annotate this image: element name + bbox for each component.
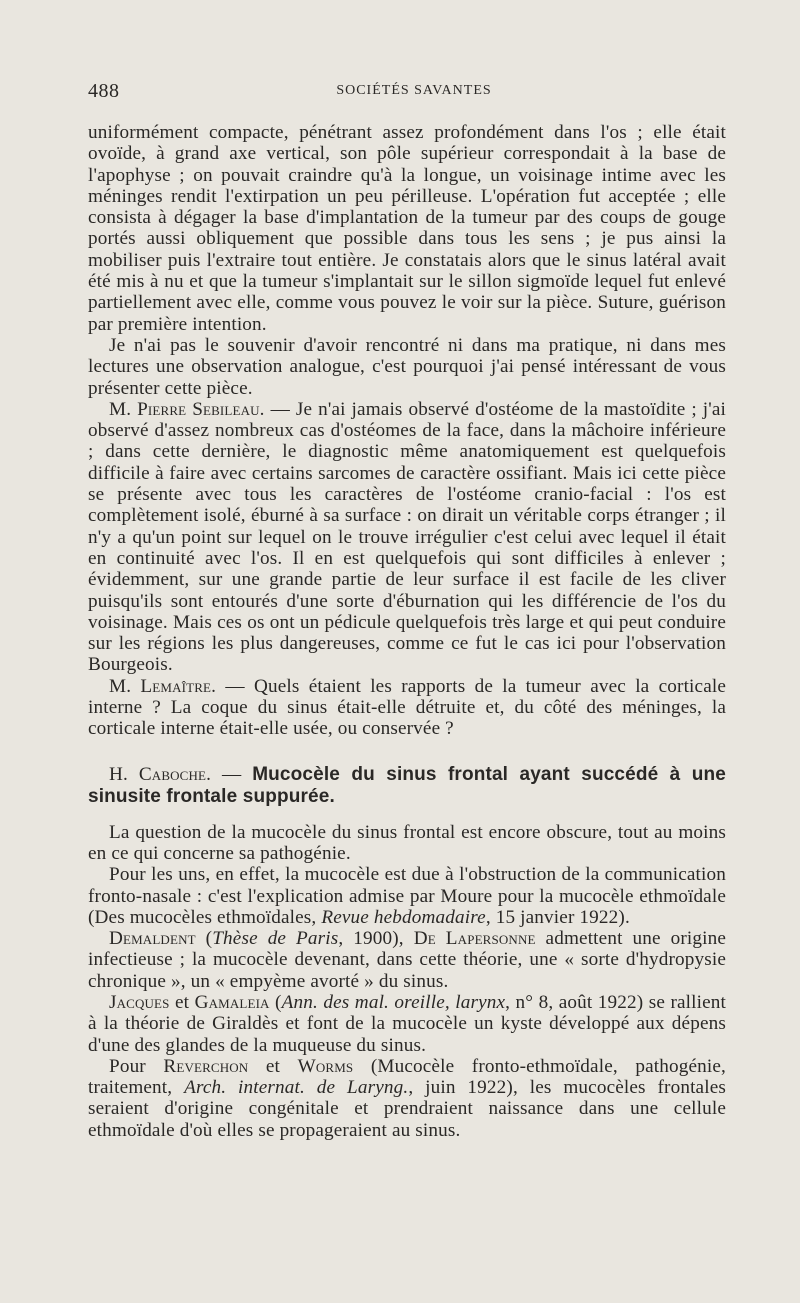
- text-run: , n° 8, août 1922) se rallient à la théorie de Giraldès et font de la mucocèle un kyste développé aux dépens d'une des glandes de la muqueuse du sinus.: [88, 991, 727, 1056]
- paragraph-demaldent: [88, 928, 726, 992]
- text-run: Pour: [109, 1055, 146, 1077]
- text-run: , 15 janvier 1922).: [485, 906, 630, 928]
- journal-title: Revue hebdomadaire: [321, 906, 486, 928]
- paragraph-intro: La question de la mucocèle du sinus frontal est encore obscure, tout au moins en ce qui concerne sa pathogénie.: [88, 821, 726, 864]
- speaker-name: M. Pierre Sebileau.: [109, 398, 265, 420]
- paragraph-moure: [88, 864, 726, 928]
- work-title: Thèse de Paris: [212, 928, 339, 950]
- text-run: Pour les uns, en effet, la mucocèle est due à l'obstruction de la communication fronto-nasale : c'est l'explication admise par Moure pour la mucocèle ethmoïdale (Des mucocèles ethmoïdales,: [88, 864, 726, 928]
- author-name: Gamaleia: [194, 991, 270, 1013]
- article-body: [88, 122, 726, 1141]
- heading-title: Mucocèle du sinus frontal ayant succédé à une sinusite frontale suppurée.: [88, 763, 726, 807]
- paragraph-jacques: [88, 992, 726, 1056]
- author-name: Demaldent: [109, 928, 196, 950]
- text-run: , 1900),: [338, 928, 404, 950]
- text-run: (Mucocèle fronto-ethmoïdale, pathogénie, traitement,: [88, 1055, 726, 1099]
- author-name: Jacques: [109, 991, 170, 1013]
- speaker-text: — Quels étaient les rapports de la tumeur avec la corticale interne ? La coque du sinus était-elle détruite et, du côté des méninges, la corticale interne était-elle usée, ou conservée ?: [88, 675, 727, 740]
- text-run: et: [174, 991, 190, 1013]
- text-run: et: [265, 1055, 281, 1077]
- text-run: admettent une origine infectieuse ; la mucocèle devenant, dans cette théorie, une « sorte d'hydropysie chronique », un « empyème avorté » du sinus.: [88, 928, 727, 992]
- section-heading: [88, 764, 726, 808]
- paragraph-lemaitre: [88, 676, 726, 740]
- author-name: Reverchon: [163, 1055, 249, 1077]
- speaker-name: M. Lemaître.: [109, 675, 217, 697]
- heading-dash: —: [221, 763, 242, 785]
- speaker-text: — Je n'ai jamais observé d'ostéome de la mastoïdite ; j'ai observé d'assez nombreux cas d'ostéomes de la face, dans la mâchoire inférieure ; dans cette dernière, le diagnostic même anatomiquement est quelquefois difficile à faire avec certains sarcomes de caractère ossifiant. Mais ici cette pièce se présente avec tous les caractères de l'ostéome cranio-facial : l'os est complètement isolé, éburné à sa surface : on dirait un véritable corps étranger ; il n'y a qu'un point sur lequel on le trouve irrégulier c'est celui avec lequel il était en continuité avec l'os. Il en est quelquefois qui sont difficiles à enlever ; évidemment, sur une grande partie de leur surface il est facile de les cliver puisqu'ils sont entourés d'une sorte d'éburnation qui les différencie de l'os du voisinage. Mais ces os ont un pédicule quelquefois très large et qui peut conduire sur les régions les plus dangereuses, comme ce fut le cas ici pour l'observation Bourgeois.: [88, 398, 726, 676]
- page-header: [88, 80, 710, 104]
- text-run: , juin 1922), les mucocèles frontales seraient d'origine congénitale et prendraient naissance dans une cellule ethmoïdale d'où elles se propageraient au sinus.: [88, 1077, 726, 1141]
- author-name: De Lapersonne: [413, 928, 536, 950]
- work-title: Ann. des mal. oreille, larynx: [281, 991, 506, 1013]
- paragraph-continuation: uniformément compacte, pénétrant assez profondément dans l'os ; elle était ovoïde, à grand axe vertical, son pôle supérieur correspondait à la base de l'apophyse ; on pouvait craindre qu'à la longue, un voisinage intime avec les méninges rendit l'extirpation un peu périlleuse. L'opération fut acceptée ; elle consista à dégager la base d'implantation de la tumeur par des coups de gouge portés aussi obliquement que possible dans tous les sens ; je pus ainsi la mobiliser puis l'extraire tout entière. Je constatais alors que le sinus latéral avait été mis à nu et que la tumeur s'implantait sur le sillon sigmoïde lequel fut enlevé partiellement avec elle, comme vous pouvez le voir sur la pièce. Suture, guérison par première intention.: [88, 122, 726, 335]
- text-run: (: [205, 928, 213, 950]
- paragraph-sebileau: [88, 399, 726, 676]
- paragraph-observation: Je n'ai pas le souvenir d'avoir rencontré ni dans ma pratique, ni dans mes lectures une observation analogue, c'est pourquoi j'ai pensé intéressant de vous présenter cette pièce.: [88, 334, 726, 399]
- author-name: Worms: [297, 1055, 354, 1077]
- page-number: 488: [88, 80, 120, 102]
- work-title: Arch. internat. de Laryng.: [184, 1077, 409, 1099]
- text-run: (: [275, 991, 282, 1013]
- heading-author: H. Caboche.: [109, 763, 212, 785]
- paragraph-reverchon: [88, 1056, 726, 1141]
- running-title: SOCIÉTÉS SAVANTES: [336, 83, 492, 98]
